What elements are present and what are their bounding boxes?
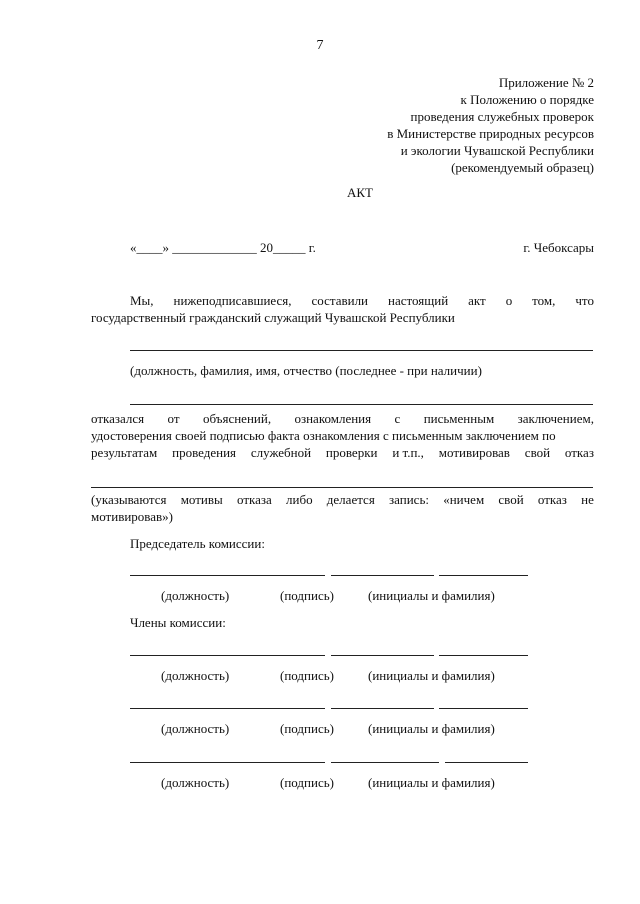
position-line[interactable] xyxy=(130,762,325,763)
word: настоящий xyxy=(387,293,449,308)
word: объяснений, xyxy=(202,411,272,426)
refusal-line-2 xyxy=(91,427,594,444)
signature-caption: (подпись) xyxy=(280,775,334,790)
motive-note xyxy=(91,491,594,525)
word: проведения xyxy=(172,445,237,460)
word: от xyxy=(167,411,180,426)
appendix-line: проведения служебных проверок xyxy=(410,109,594,124)
refusal-line-2-text: удостоверения своей подписью факта ознакомления с письменным заключением по xyxy=(91,428,556,443)
refusal-paragraph xyxy=(91,410,594,461)
word: результатам xyxy=(91,445,158,460)
page-number: 7 xyxy=(316,38,324,53)
name-caption: (инициалы и фамилия) xyxy=(368,721,495,736)
position-line[interactable] xyxy=(130,575,325,576)
city-name: г. Чебоксары xyxy=(523,240,594,255)
position-caption: (должность) xyxy=(161,775,230,790)
intro-line-1 xyxy=(91,292,594,309)
signature-line[interactable] xyxy=(331,762,439,763)
word: том, xyxy=(532,293,556,308)
appendix-line: Приложение № 2 xyxy=(498,75,594,90)
fill-line[interactable] xyxy=(130,404,593,405)
word: отказа xyxy=(236,492,272,507)
appendix-line: и экологии Чувашской Республики xyxy=(400,143,594,158)
name-line[interactable] xyxy=(445,762,528,763)
word: свой xyxy=(498,492,524,507)
word: нижеподписавшиеся, xyxy=(173,293,292,308)
intro-paragraph xyxy=(91,292,594,326)
chairman-label: Председатель комиссии: xyxy=(130,536,265,551)
position-caption: (должность) xyxy=(161,668,230,683)
word: делается xyxy=(326,492,375,507)
appendix-line: к Положению о порядке xyxy=(460,92,594,107)
motive-note-line-1 xyxy=(91,491,594,508)
word: проверки xyxy=(325,445,378,460)
members-label: Члены комиссии: xyxy=(130,615,226,630)
name-caption: (инициалы и фамилия) xyxy=(368,588,495,603)
signature-line[interactable] xyxy=(331,575,434,576)
word: ознакомления xyxy=(294,411,372,426)
word: запись: xyxy=(389,492,429,507)
name-caption: (инициалы и фамилия) xyxy=(368,775,495,790)
refusal-line-3 xyxy=(91,444,594,461)
position-caption: (должность) xyxy=(161,721,230,736)
word: служебной xyxy=(250,445,312,460)
name-line[interactable] xyxy=(439,655,528,656)
signature-line[interactable] xyxy=(331,708,434,709)
word: о xyxy=(505,293,513,308)
word: (указываются xyxy=(91,492,167,507)
signature-line[interactable] xyxy=(331,655,434,656)
word: заключением, xyxy=(517,411,594,426)
name-caption: (инициалы и фамилия) xyxy=(368,668,495,683)
appendix-line: (рекомендуемый образец) xyxy=(451,160,594,175)
signature-caption: (подпись) xyxy=(280,721,334,736)
intro-line-2: государственный гражданский служащий Чувашской Республики xyxy=(91,310,455,325)
word: «ничем xyxy=(443,492,485,507)
fill-line[interactable] xyxy=(130,350,593,351)
position-caption: (должность) xyxy=(161,588,230,603)
word: отказ xyxy=(537,492,567,507)
appendix-line: в Министерстве природных ресурсов xyxy=(387,126,594,141)
date-line: «____» _____________ 20_____ г. xyxy=(130,240,316,255)
signature-caption: (подпись) xyxy=(280,588,334,603)
refusal-line-1 xyxy=(91,410,594,427)
word: с xyxy=(394,411,401,426)
word: письменным xyxy=(423,411,495,426)
word: отказ xyxy=(564,445,594,460)
word: мотивы xyxy=(180,492,223,507)
fill-line[interactable] xyxy=(91,487,593,488)
appendix-header xyxy=(387,74,594,176)
name-line[interactable] xyxy=(439,575,528,576)
name-line[interactable] xyxy=(439,708,528,709)
word: составили xyxy=(311,293,369,308)
word: мотивировав xyxy=(438,445,510,460)
word: свой xyxy=(524,445,551,460)
position-line[interactable] xyxy=(130,655,325,656)
employee-note: (должность, фамилия, имя, отчество (последнее - при наличии) xyxy=(130,363,482,378)
signature-caption: (подпись) xyxy=(280,668,334,683)
word: акт xyxy=(468,293,486,308)
document-title: АКТ xyxy=(347,185,373,200)
word: что xyxy=(575,293,594,308)
word: Мы, xyxy=(130,293,154,308)
word: не xyxy=(581,492,594,507)
word: отказался xyxy=(91,411,145,426)
word: либо xyxy=(286,492,313,507)
motive-note-line-2: мотивировав») xyxy=(91,509,173,524)
position-line[interactable] xyxy=(130,708,325,709)
word: и т.п., xyxy=(392,445,424,460)
